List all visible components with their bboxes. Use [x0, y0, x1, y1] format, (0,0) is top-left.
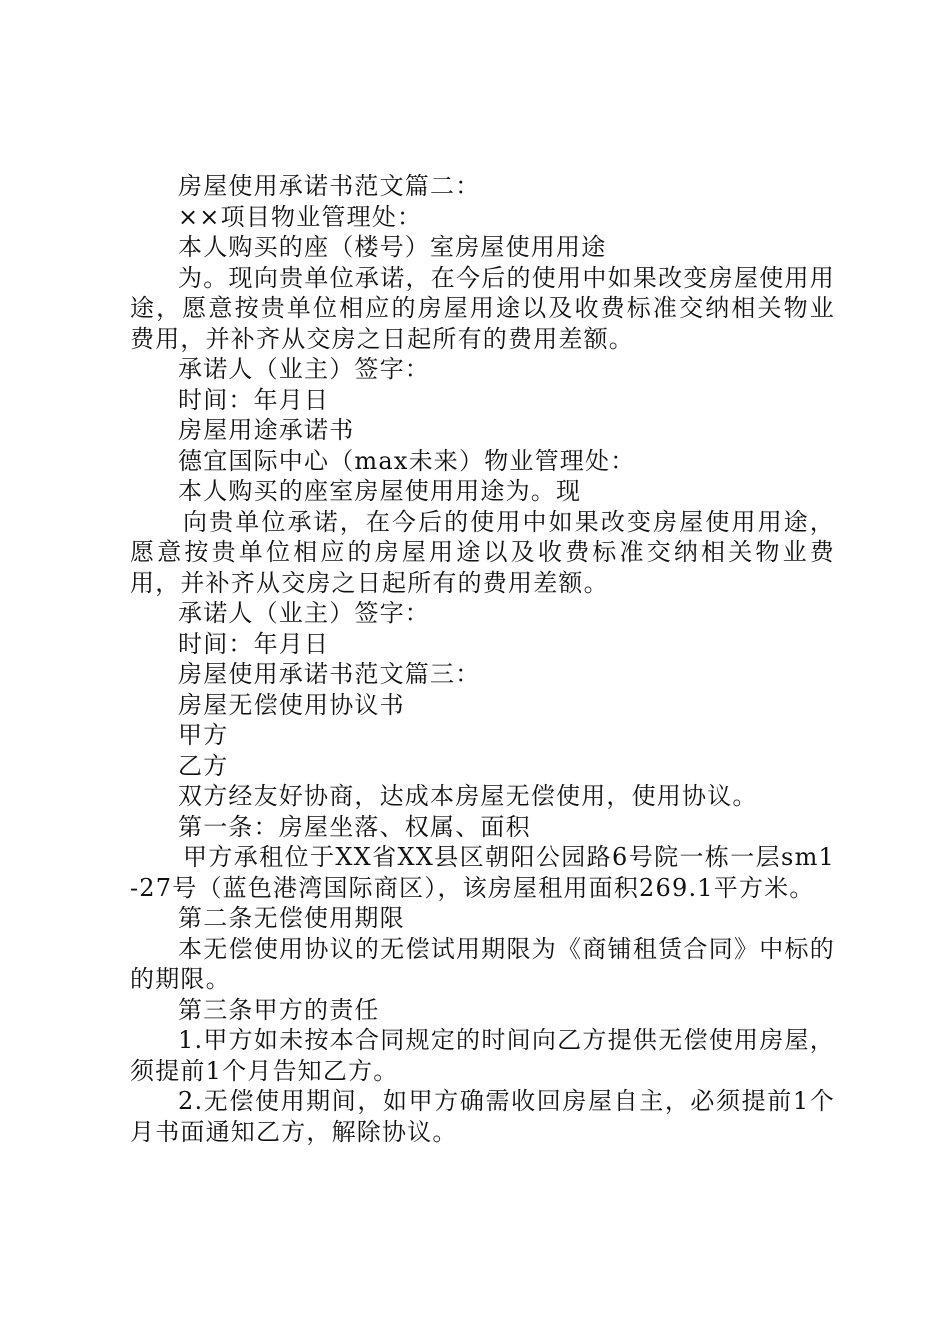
paragraph: 本人购买的座（楼号）室房屋使用用途	[178, 233, 607, 261]
date-line: 时间：年月日	[178, 629, 330, 658]
article-heading: 第一条：房屋坐落、权属、面积	[178, 812, 531, 841]
paragraph: 双方经友好协商，达成本房屋无偿使用，使用协议。	[178, 782, 758, 810]
document-page	[130, 171, 835, 1147]
signature-line: 承诺人（业主）签字：	[178, 355, 430, 383]
section-heading: 房屋用途承诺书	[178, 416, 355, 444]
list-item: 1.甲方如未按本合同规定的时间向乙方提供无偿使用房屋，须提前1个月告知乙方。	[130, 1026, 835, 1085]
addressee: ××项目物业管理处：	[178, 202, 423, 231]
article-heading: 第二条无偿使用期限	[178, 904, 405, 932]
paragraph: 本无偿使用协议的无偿试用期限为《商铺租赁合同》中标的的期限。	[130, 934, 835, 993]
paragraph: 本人购买的座室房屋使用用途为。现	[178, 477, 582, 505]
list-item: 2.无偿使用期间，如甲方确需收回房屋自主，必须提前1个月书面通知乙方，解除协议。	[130, 1087, 835, 1146]
section-heading: 房屋使用承诺书范文篇三：	[178, 660, 481, 688]
article-heading: 第三条甲方的责任	[178, 995, 380, 1024]
paragraph: 向贵单位承诺，在今后的使用中如果改变房屋使用用途，愿意按贵单位相应的房屋用途以及收费标准交纳相关物业费用，并补齐从交房之日起所有的费用差额。	[130, 507, 835, 597]
agreement-title: 房屋无偿使用协议书	[178, 690, 405, 719]
paragraph: 甲方承租位于XX省XX县区朝阳公园路6号院一栋一层sm1-27号（蓝色港湾国际商区），该房屋租用面积269.1平方米。	[130, 843, 835, 902]
section-heading: 房屋使用承诺书范文篇二：	[178, 172, 481, 200]
paragraph: 为。现向贵单位承诺，在今后的使用中如果改变房屋使用用途，愿意按贵单位相应的房屋用途以及收费标准交纳相关物业费用，并补齐从交房之日起所有的费用差额。	[130, 263, 835, 353]
addressee: 德宜国际中心（max未来）物业管理处：	[178, 446, 636, 475]
date-line: 时间：年月日	[178, 385, 330, 414]
party-a: 甲方	[178, 721, 229, 749]
signature-line: 承诺人（业主）签字：	[178, 599, 430, 627]
party-b: 乙方	[178, 751, 229, 780]
